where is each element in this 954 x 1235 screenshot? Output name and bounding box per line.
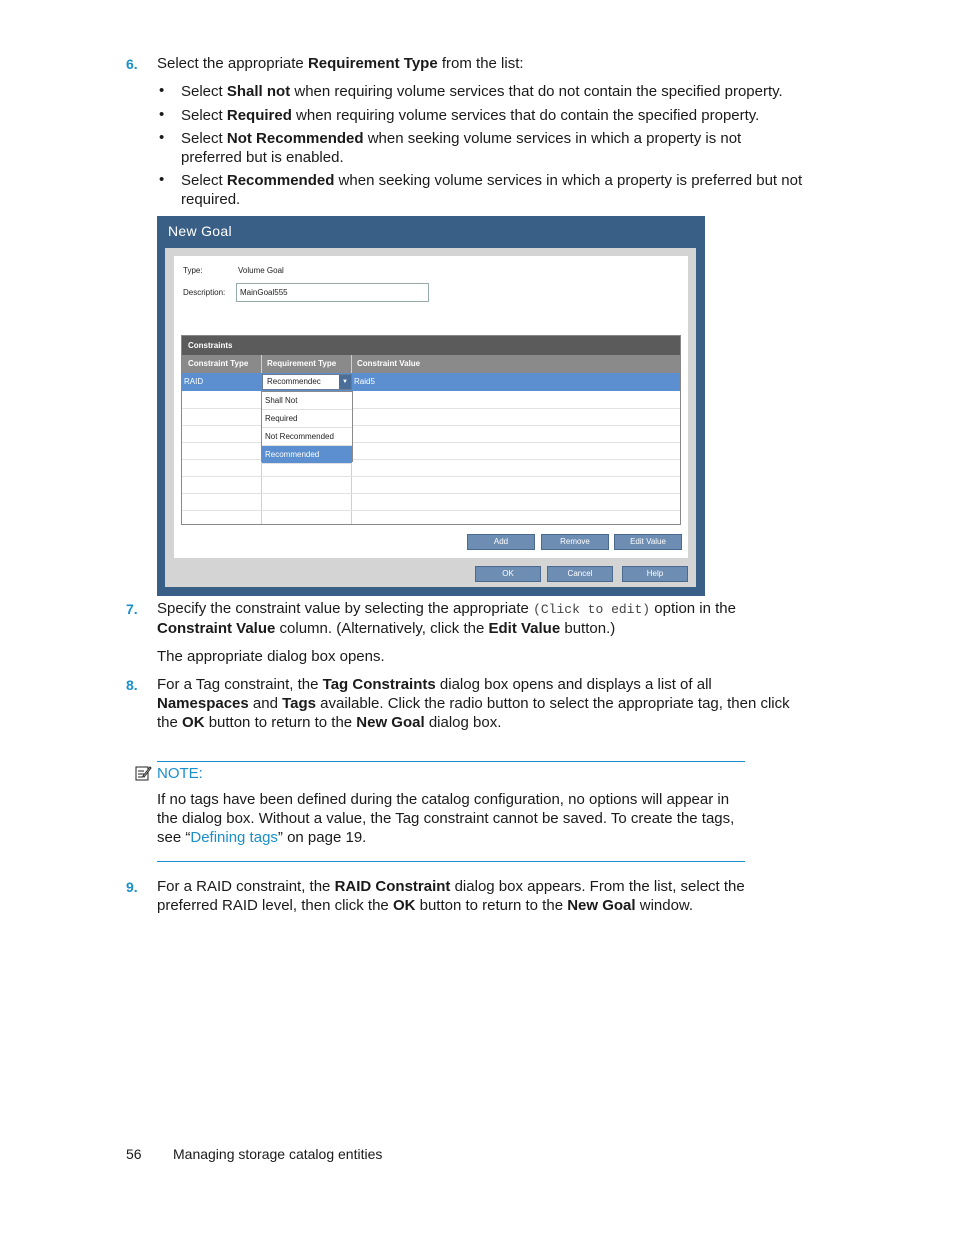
row-constraint-type: RAID (184, 377, 204, 386)
type-label: Type: (183, 266, 203, 275)
constraints-table (181, 335, 681, 525)
bullet-marker: • (159, 106, 165, 123)
step-9-number: 9. (126, 879, 138, 895)
step-7-follow: The appropriate dialog box opens. (157, 648, 385, 665)
footer-title: Managing storage catalog entities (173, 1146, 383, 1162)
dialog-title: New Goal (168, 223, 232, 239)
note-label: NOTE: (157, 765, 203, 782)
requirement-type-dropdown (261, 391, 353, 462)
bullet-recommended: Select Recommended when seeking volume services in which a property is preferred but not required. (181, 172, 803, 208)
step-8-number: 8. (126, 677, 138, 693)
row-separator (182, 493, 680, 494)
note-top-rule (157, 761, 745, 762)
step-7-text: Specify the constraint value by selecting the appropriate (Click to edit) option in the Constraint Value column. (Alternatively, click the Edit Value button.) (157, 600, 736, 637)
requirement-type-select[interactable] (262, 374, 352, 390)
description-input[interactable] (236, 283, 429, 302)
column-constraint-type[interactable]: Constraint Type (188, 359, 249, 368)
remove-button[interactable]: Remove (541, 534, 609, 550)
help-button[interactable]: Help (622, 566, 688, 582)
type-value: Volume Goal (238, 266, 284, 275)
description-label: Description: (183, 288, 226, 297)
row-separator (182, 408, 680, 409)
option-shall-not[interactable]: Shall Not (262, 392, 352, 410)
new-goal-dialog-screenshot (157, 216, 705, 596)
constraints-header (182, 336, 680, 355)
step-6-text: Select the appropriate Requirement Type from the list: (157, 55, 524, 72)
row-separator (182, 442, 680, 443)
ok-button[interactable]: OK (475, 566, 541, 582)
bullet-not-recommended: Select Not Recommended when seeking volume services in which a property is not preferred but is enabled. (181, 130, 742, 166)
step-8-text: For a Tag constraint, the Tag Constraints dialog box opens and displays a list of all Namespaces and Tags available. Click the radio button to select the appropriate tag, then click the OK button to return to the New Goal dialog box. (157, 676, 790, 731)
row-separator (182, 476, 680, 477)
step-7-number: 7. (126, 601, 138, 617)
column-requirement-type[interactable]: Requirement Type (267, 359, 337, 368)
page-number: 56 (126, 1146, 142, 1162)
column-constraint-value[interactable]: Constraint Value (357, 359, 421, 368)
constraints-header-label: Constraints (188, 341, 233, 350)
note-text: If no tags have been defined during the catalog configuration, no options will appear in the dialog box. Without a value, the Tag constraint cannot be saved. To create the tags, see “Defining tags” on page 19. (157, 791, 735, 846)
defining-tags-link[interactable]: Defining tags (190, 829, 278, 846)
step-9-text: For a RAID constraint, the RAID Constraint dialog box appears. From the list, select the preferred RAID level, then click the OK button to return to the New Goal window. (157, 878, 745, 914)
note-icon (134, 764, 152, 782)
edit-value-button[interactable]: Edit Value (614, 534, 682, 550)
bullet-required: Select Required when requiring volume services that do contain the specified property. (181, 107, 760, 124)
option-not-recommended[interactable]: Not Recommended (262, 428, 352, 446)
dialog-content-panel (174, 256, 688, 558)
bullet-marker: • (159, 171, 165, 188)
note-bottom-rule (157, 861, 745, 862)
option-recommended[interactable]: Recommended (262, 446, 352, 464)
requirement-type-value: Recommendec (267, 377, 321, 386)
table-row-raid[interactable] (182, 373, 680, 391)
row-constraint-value[interactable]: Raid5 (354, 377, 375, 386)
constraints-column-headers (182, 355, 680, 373)
add-button[interactable]: Add (467, 534, 535, 550)
cancel-button[interactable]: Cancel (547, 566, 613, 582)
step-6-number: 6. (126, 56, 138, 72)
chevron-down-icon[interactable]: ▼ (339, 375, 351, 389)
bullet-marker: • (159, 129, 165, 146)
row-separator (182, 459, 680, 460)
option-required[interactable]: Required (262, 410, 352, 428)
description-value: MainGoal555 (240, 288, 288, 297)
bullet-shall-not: Select Shall not when requiring volume services that do not contain the specified property. (181, 83, 783, 100)
row-separator (182, 425, 680, 426)
row-separator (182, 510, 680, 511)
bullet-marker: • (159, 82, 165, 99)
dialog-body (165, 248, 696, 587)
